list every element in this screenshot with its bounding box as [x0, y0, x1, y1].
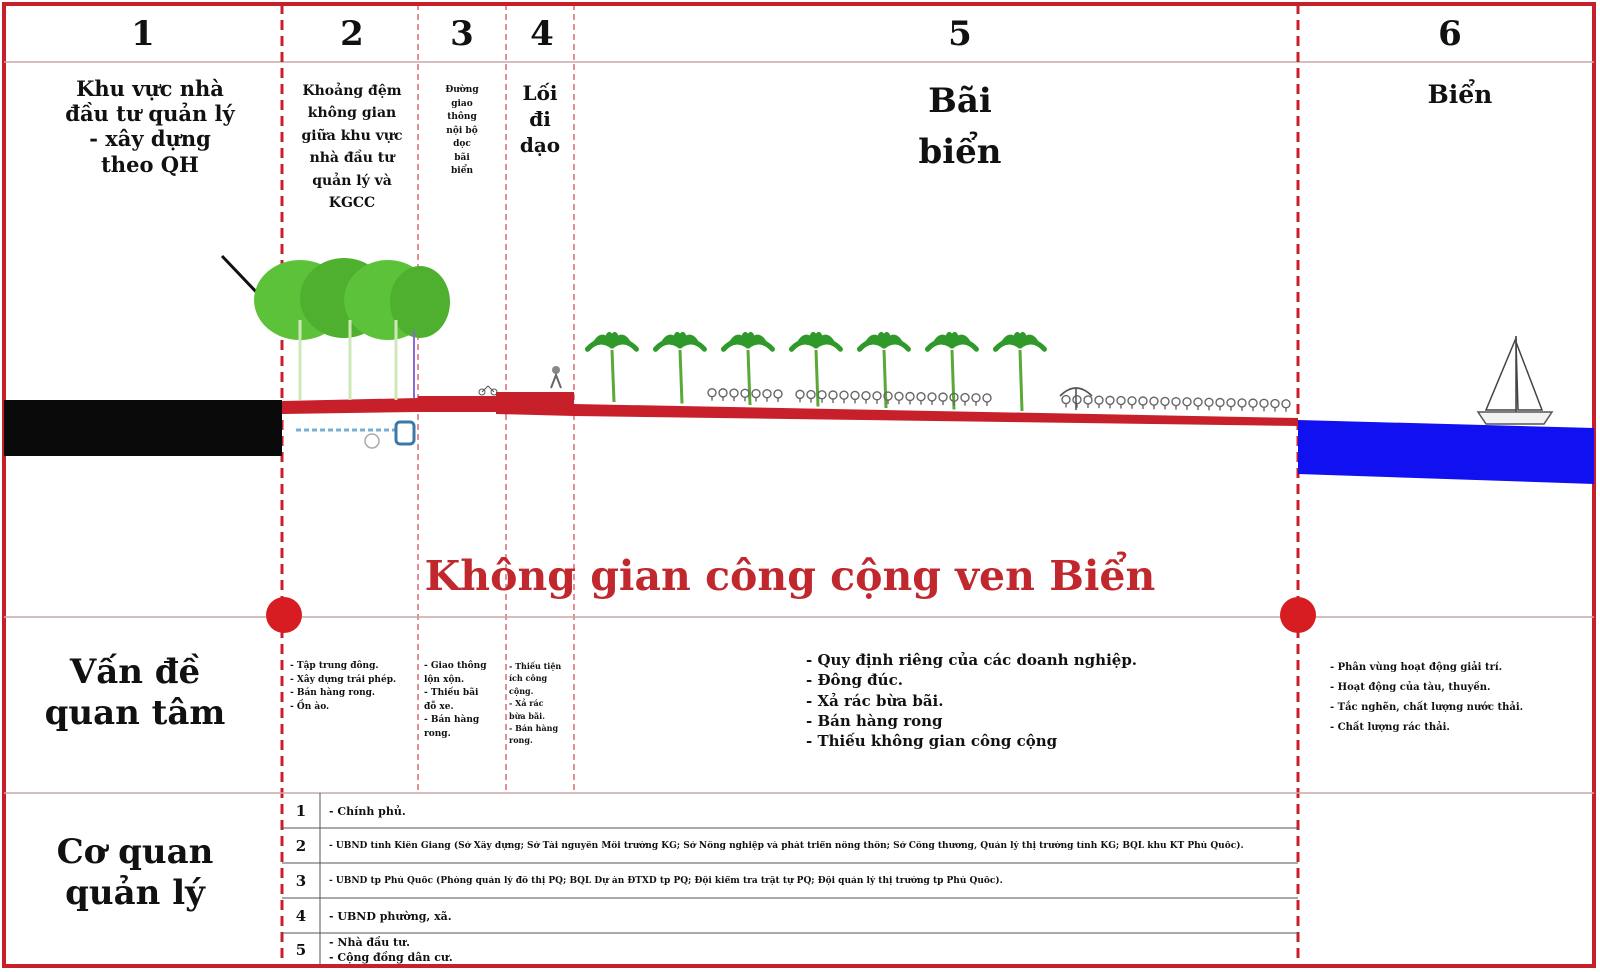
beachgoer-icon — [1150, 397, 1158, 405]
beachgoer-icon — [1282, 400, 1290, 408]
vehicle-icon — [479, 386, 497, 395]
beachgoer-icon — [1095, 396, 1103, 404]
column-number-2: 2 — [340, 14, 364, 54]
umbrella-icon — [1060, 388, 1092, 410]
column-number-3: 3 — [450, 14, 474, 54]
beachgoer-icon — [1117, 397, 1125, 405]
beachgoer-icon — [719, 389, 727, 397]
column-title-2: Khoảng đệm không gian giữa khu vực nhà đầu tư quản lý và KGCC — [301, 83, 403, 211]
beachgoer-icon — [917, 393, 925, 401]
beachgoer-icon — [774, 390, 782, 398]
beachgoer-icon — [972, 394, 980, 402]
column-title-4: Lối đi dạo — [519, 81, 561, 157]
issues-col4: - Thiếu tiện ích công cộng. - Xả rác bừa bãi. - Bán hàng rong. — [509, 661, 562, 746]
column-title-1: Khu vực nhà đầu tư quản lý - xây dựng theo QH — [65, 76, 235, 177]
management-row-1: 1 - Chính phủ. — [295, 802, 406, 820]
boundary-marker-right — [1280, 597, 1316, 633]
drain-box — [396, 422, 414, 444]
beachgoer-icon — [851, 391, 859, 399]
beachgoer-icon — [1194, 398, 1202, 406]
beachgoer-icon — [1205, 398, 1213, 406]
column-number-4: 4 — [530, 14, 554, 54]
beachgoer-icon — [730, 389, 738, 397]
issues-col5: - Quy định riêng của các doanh nghiệp. - Đông đúc. - Xả rác bừa bãi. - Bán hàng rong - Thiếu không gian công cộng — [806, 651, 1138, 750]
management-row-2: 2 - UBND tỉnh Kiên Giang (Sở Xây dựng; Sở Tài nguyên Môi trường KG; Sở Nông nghiệp và phát triển nông thôn; Sở Công thương, Quản lý thị trường tỉnh KG; BQL khu KT Phú Quốc). — [295, 837, 1244, 855]
sea-water — [1298, 420, 1594, 484]
beachgoer-icon — [1271, 400, 1279, 408]
management-row-4: 4 - UBND phường, xã. — [295, 907, 452, 925]
public-space-label: Không gian công cộng ven Biển — [424, 552, 1156, 600]
issues-row-label: Vấn đề quan tâm — [44, 652, 226, 733]
beachgoer-icon — [983, 394, 991, 402]
palm-tree-icon — [792, 334, 841, 406]
beachgoer-icon — [1260, 399, 1268, 407]
beachgoer-icon — [807, 391, 815, 399]
beachgoer-icon — [741, 389, 749, 397]
road-block — [4, 400, 282, 456]
beachgoer-icon — [708, 389, 716, 397]
beachgoer-icon — [763, 390, 771, 398]
beachgoer-icon — [1227, 399, 1235, 407]
column-number-6: 6 — [1438, 14, 1462, 54]
management-row-3: 3 - UBND tp Phú Quốc (Phòng quản lý đô thị PQ; BQL Dự án ĐTXD tp PQ; Đội kiểm tra trật tự PQ; Đội quản lý thị trường tp Phú Quốc). — [295, 872, 1003, 890]
beachgoer-icon — [796, 390, 804, 398]
beachgoer-icon — [1062, 396, 1070, 404]
beachgoer-icon — [829, 391, 837, 399]
palm-trees — [588, 334, 1045, 411]
beachgoer-icon — [895, 392, 903, 400]
beachgoer-icon — [1106, 396, 1114, 404]
management-row-5: 5 - Nhà đầu tư. - Cộng đồng dân cư. — [295, 935, 453, 964]
beachgoer-icon — [818, 391, 826, 399]
beachgoer-icon — [1139, 397, 1147, 405]
palm-tree-icon — [588, 334, 637, 402]
beachgoer-icon — [1161, 397, 1169, 405]
beachgoer-icon — [1128, 397, 1136, 405]
beachgoer-icon — [752, 390, 760, 398]
sailboat-icon — [1478, 336, 1552, 424]
beachgoer-icon — [840, 391, 848, 399]
beachgoer-icon — [862, 392, 870, 400]
boundary-marker-left — [266, 597, 302, 633]
column-number-1: 1 — [131, 14, 155, 54]
beachgoer-icon — [928, 393, 936, 401]
beachgoer-icon — [1172, 398, 1180, 406]
beachgoer-icon — [1238, 399, 1246, 407]
issues-col2: - Tập trung đông. - Xây dựng trái phép. - Bán hàng rong. - Ồn ào. — [290, 661, 397, 712]
issues-col3: - Giao thông lộn xộn. - Thiếu bãi đỗ xe. - Bán hàng rong. — [424, 661, 487, 739]
column-number-5: 5 — [948, 14, 972, 54]
column-title-5: Bãi biển — [918, 81, 1002, 172]
beachgoer-icon — [1216, 398, 1224, 406]
column-title-6: Biển — [1427, 80, 1493, 109]
beachgoer-icon — [906, 392, 914, 400]
beachgoer-icon — [1073, 396, 1081, 404]
beachgoer-icon — [961, 394, 969, 402]
beach-crowd — [708, 388, 1290, 412]
palm-tree-icon — [996, 334, 1045, 411]
beachgoer-icon — [1183, 398, 1191, 406]
beachgoer-icon — [1249, 399, 1257, 407]
column-title-3: Đường giao thông nội bộ dọc bãi biển — [445, 85, 479, 176]
management-row-label: Cơ quan quản lý — [56, 832, 214, 913]
palm-tree-icon — [656, 334, 705, 403]
beachgoer-icon — [939, 393, 947, 401]
issues-col6: - Phân vùng hoạt động giải trí. - Hoạt động của tàu, thuyền. - Tắc nghẽn, chất lượng nước thải. - Chất lượng rác thải. — [1330, 662, 1524, 733]
beachgoer-icon — [873, 392, 881, 400]
pedestrian-icon — [551, 366, 561, 388]
beachgoer-icon — [1084, 396, 1092, 404]
